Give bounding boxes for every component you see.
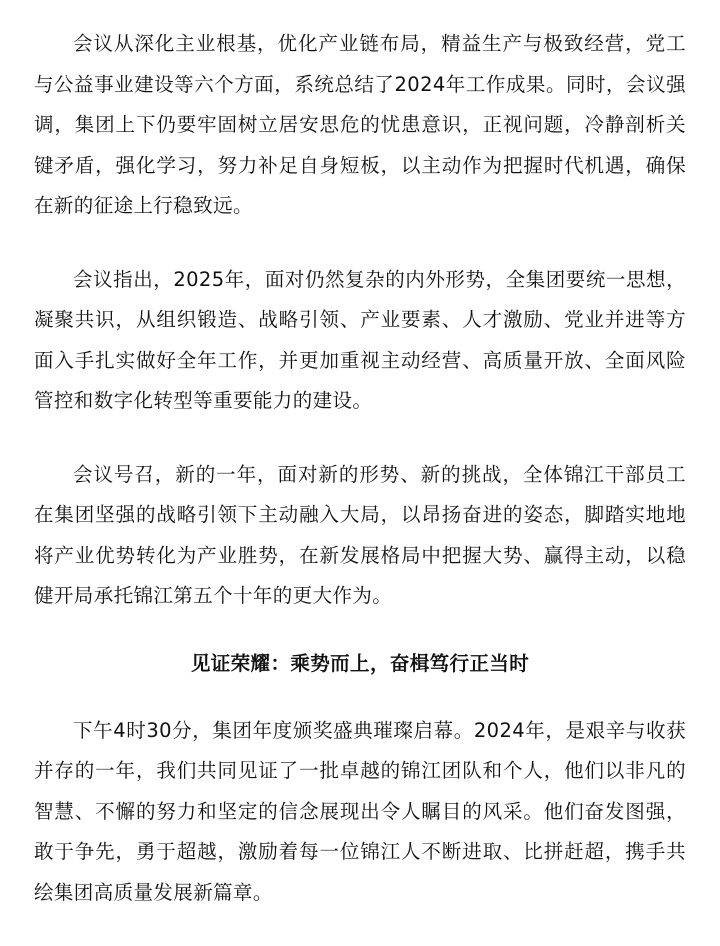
- article-body: [34, 24, 686, 946]
- paragraph-call-to-action: 会议号召，新的一年，面对新的形势、新的挑战，全体锦江干部员工在集团坚强的战略引领下主动融入大局，以昂扬奋进的姿态，脚踏实地地将产业优势转化为产业胜势，在新发展格局中把握大势、赢得主动，以稳健开局承托锦江第五个十年的更大作为。: [34, 462, 686, 607]
- section-heading: 见证荣耀：乘势而上，奋楫笃行正当时: [190, 651, 530, 675]
- paragraph-work-summary: 会议从深化主业根基，优化产业链布局，精益生产与极致经营，党工与公益事业建设等六个方面，系统总结了2024年工作成果。同时，会议强调，集团上下仍要牢固树立居安思危的忧患意识，正视问题，冷静剖析关键矛盾，强化学习，努力补足自身短板，以主动作为把握时代机遇，确保在新的征途上行稳致远。: [34, 32, 686, 217]
- paragraph-2025-outlook: 会议指出，2025年，面对仍然复杂的内外形势，全集团要统一思想，凝聚共识，从组织锻造、战略引领、产业要素、人才激励、党业并进等方面入手扎实做好全年工作，并更加重视主动经营、高质量开放、全面风险管控和数字化转型等重要能力的建设。: [34, 267, 686, 412]
- paragraph-awards-ceremony: 下午4时30分，集团年度颁奖盛典璀璨启幕。2024年，是艰辛与收获并存的一年，我们共同见证了一批卓越的锦江团队和个人，他们以非凡的智慧、不懈的努力和坚定的信念展现出令人瞩目的风采。他们奋发图强，敢于争先，勇于超越，激励着每一位锦江人不断进取、比拼赶超，携手共绘集团高质量发展新篇章。: [34, 718, 686, 904]
